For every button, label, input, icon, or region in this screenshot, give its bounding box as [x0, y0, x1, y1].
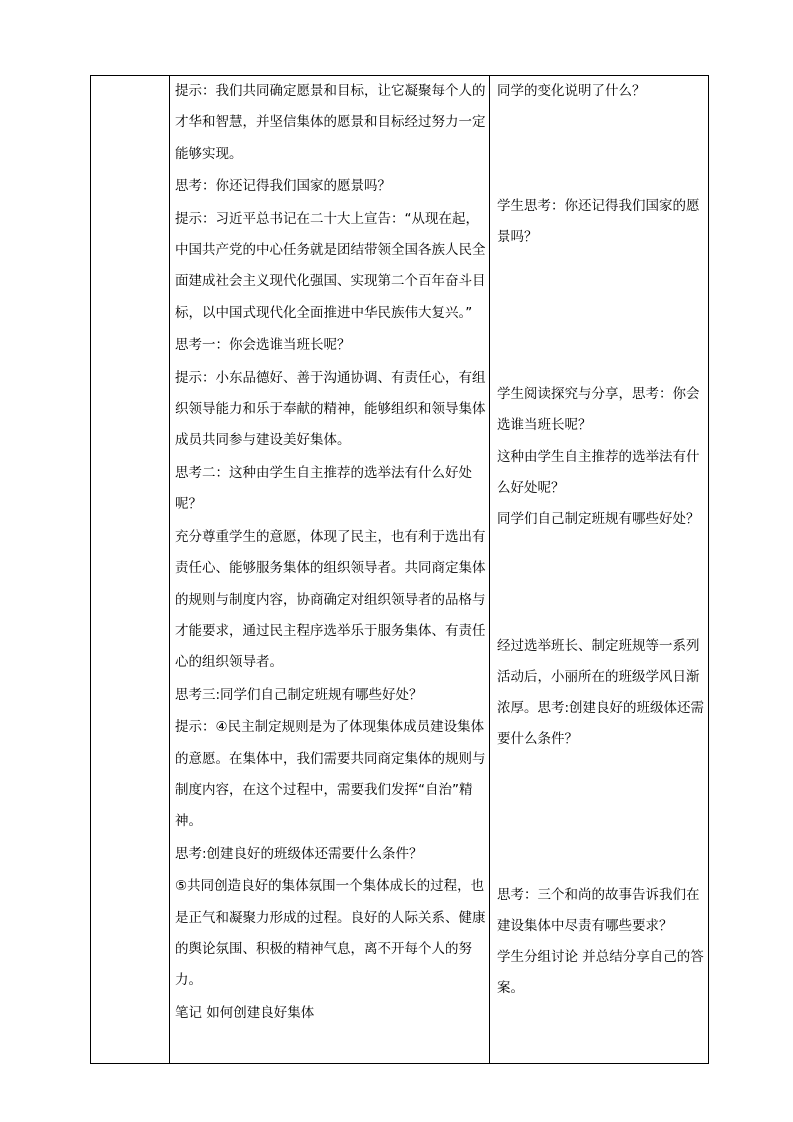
question-paragraph: 思考：你还记得我们国家的愿景吗？ — [175, 178, 391, 195]
hint-paragraph: 提示：我们共同确定愿景和目标，让它凝聚每个人的才华和智慧，并坚信集体的愿景和目标经过努力一定能够实现。 — [175, 83, 486, 162]
notes-paragraph: 笔记 如何创建良好集体 — [175, 1004, 315, 1021]
column-divider-left — [169, 76, 170, 1063]
student-paragraph: 同学们自己制定班规有哪些好处？ — [497, 511, 700, 527]
question-paragraph: 思考一：你会选谁当班长呢？ — [175, 337, 351, 354]
answer-paragraph: 充分尊重学生的意愿，体现了民主，也有利于选出有责任心、能够服务集体的组织领导者。共同商定集体的规则与制度内容，协商确定对组织领导者的品格与才能要求，通过民主程序选举乐于服务集体、有责任心的组织领导者。 — [175, 528, 486, 671]
lesson-table — [90, 75, 709, 1064]
student-paragraph: 学生思考：你还记得我们国家的愿景吗？ — [497, 198, 700, 245]
student-paragraph: 经过选举班长、制定班规等一系列活动后，小丽所在的班级学风日渐浓厚。思考:创建良好的班级体还需要什么条件？ — [497, 638, 705, 747]
hint-paragraph: 提示：④民主制定规则是为了体现集体成员建设集体的意愿。在集体中，我们需要共同商定集体的规则与制度内容，在这个过程中，需要我们发挥“自治”精神。 — [175, 719, 486, 830]
question-paragraph: 思考三:同学们自己制定班规有哪些好处？ — [175, 686, 423, 703]
answer-paragraph: ⑤共同创造良好的集体氛围一个集体成长的过程，也是正气和凝聚力形成的过程。良好的人际关系、健康的舆论氛围、积极的精神气息，离不开每个人的努力。 — [175, 878, 486, 989]
question-paragraph: 思考:创建良好的班级体还需要什么条件？ — [175, 845, 423, 862]
teacher-activity-column — [175, 76, 487, 1029]
hint-paragraph: 提示：习近平总书记在二十大上宣告：“从现在起，中国共产党的中心任务就是团结带领全国各族人民全面建成社会主义现代化强国、实现第二个百年奋斗目标，以中国式现代化全面推进中华民族伟大复兴。” — [175, 210, 486, 321]
column-divider-right — [489, 76, 490, 1063]
student-paragraph: 学生阅读探究与分享，思考：你会选谁当班长呢？ — [497, 386, 700, 433]
student-paragraph: 学生分组讨论 并总结分享自己的答案。 — [497, 949, 704, 996]
student-paragraph: 同学的变化说明了什么？ — [497, 83, 646, 99]
question-paragraph: 思考二：这种由学生自主推荐的选举法有什么好处呢？ — [175, 464, 472, 513]
student-paragraph: 思考：三个和尚的故事告诉我们在建设集体中尽责有哪些要求？ — [497, 887, 700, 934]
hint-paragraph: 提示：小东品德好、善于沟通协调、有责任心，有组织领导能力和乐于奉献的精神，能够组织和领导集体成员共同参与建设美好集体。 — [175, 369, 486, 449]
student-paragraph: 这种由学生自主推荐的选举法有什么好处呢？ — [497, 449, 700, 496]
